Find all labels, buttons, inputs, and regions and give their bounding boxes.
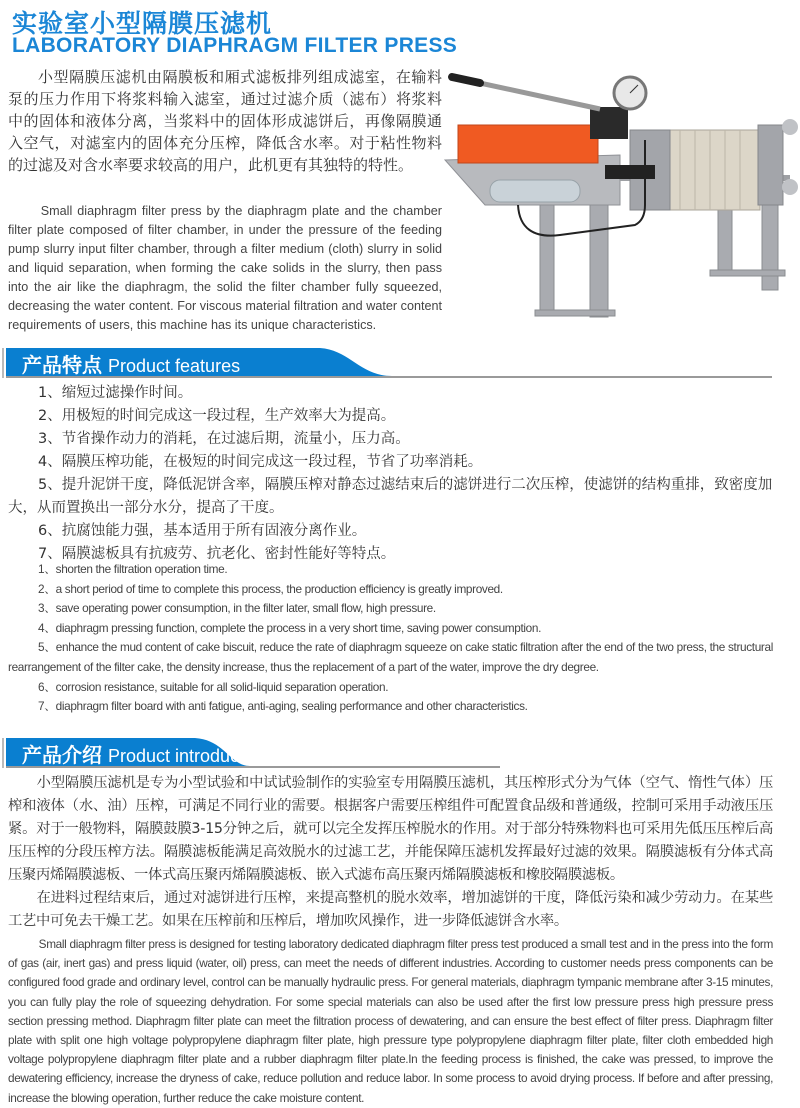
feature-item-en: 4、diaphragm pressing function, complete the process in a very short time, saving power consumption. [38,620,542,635]
feature-item-en: 7、diaphragm filter board with anti fatigue, anti-aging, sealing performance and other characteristics. [38,699,528,714]
section-header-introduction [0,736,800,770]
intro-paragraph-cn: 小型隔膜压滤机由隔膜板和厢式滤板排列组成滤室，在输料泵的压力作用下将浆料输入滤室，通过过滤介质（滤布）将浆料中的固体和液体分离，当浆料中的固体形成滤饼后，再像隔膜通入空气，对滤室内的固体充分压榨，降低含水率。对于粘性物料的过滤及对含水率要求较高的用户，此机更有其独特的特性。 [8,68,442,174]
product-intro-paragraph-cn: 在进料过程结束后，通过对滤饼进行压榨，来提高整机的脱水效率，增加滤饼的干度，降低污染和减少劳动力。在某些工艺中可免去干燥工艺。如果在压榨前和压榨后，增加吹风操作，进一步降低滤饼含水率。 [8,890,773,929]
page-title-cn: 实验室小型隔膜压滤机 [12,9,273,38]
feature-item-cn: 3、节省操作动力的消耗，在过滤后期，流量小，压力高。 [38,431,410,447]
section-header-features [0,346,800,380]
product-intro-cn [8,772,773,933]
feature-item-en: 5、enhance the mud content of cake biscuit, reduce the rate of diaphragm squeeze on cake static filtration after the end of the two press, the structural rearrangement of the filter cake, the density increase, thus the replacement of a part of the water, improve the dry degree. [8,640,773,674]
section-heading-cn: 产品介绍 [22,743,102,767]
page-title-en: LABORATORY DIAPHRAGM FILTER PRESS [12,34,458,57]
feature-item-cn: 7、隔膜滤板具有抗疲劳、抗老化、密封性能好等特点。 [38,546,396,562]
product-intro-paragraph-cn: 小型隔膜压滤机是专为小型试验和中试试验制作的实验室专用隔膜压滤机，其压榨形式分为气体（空气、惰性气体）压榨和液体（水、油）压榨，可满足不同行业的需要。根据客户需要压榨组件可配置食品级和普通级，控制可采用手动液压压紧。对于一般物料，隔膜鼓膜3-15分钟之后，就可以完全发挥压榨脱水的作用。对于部分特殊物料也可采用先低压压榨后高压压榨的分段压榨方法。隔膜滤板能满足高效脱水的过滤工艺，并能保障压滤机发挥最好过滤的效果。隔膜滤板有分体式高压聚丙烯隔膜滤板、一体式高压聚丙烯隔膜滤板、嵌入式滤布高压聚丙烯隔膜滤板和橡胶隔膜滤板。 [8,775,773,883]
section-heading-en: Product features [108,356,241,376]
section-heading-en: Product introduction [108,746,269,766]
features-list-en [8,560,773,717]
feature-item-cn: 4、隔膜压榨功能，在极短的时间完成这一段过程，节省了功率消耗。 [38,454,483,470]
feature-item-cn: 1、缩短过滤操作时间。 [38,385,193,401]
intro-paragraph-en: Small diaphragm filter press by the diaphragm plate and the chamber filter plate composed of filter chamber, in under the pressure of the feeding pump slurry input filter chamber, through a filter medium (cloth) slurry in solid and liquid separation, when forming the cake solids in the slurry, then pass into the air like the diaphragm, the solid the filter chamber fully squeezed, decreasing the water content. For viscous material filtration and water content requirements of users, this machine has its unique characteristics. [8,204,442,332]
feature-item-en: 1、shorten the filtration operation time. [38,562,228,576]
feature-item-cn: 5、提升泥饼干度，降低泥饼含率，隔膜压榨对静态过滤结束后的滤饼进行二次压榨，使滤饼的结构重排，致密度加大，从而置换出一部分水分，提高了干度。 [8,477,773,516]
feature-item-cn: 2、用极短的时间完成这一段过程，生产效率大为提高。 [38,408,396,424]
feature-item-cn: 6、抗腐蚀能力强，基本适用于所有固液分离作业。 [38,523,367,539]
section-heading-cn: 产品特点 [22,353,102,377]
feature-item-en: 3、save operating power consumption, in the filter later, small flow, high pressure. [38,601,436,616]
features-list-cn [8,382,773,566]
feature-item-en: 2、a short period of time to complete this process, the production efficiency is greatly improved. [38,581,503,596]
feature-item-en: 6、corrosion resistance, suitable for all solid-liquid separation operation. [38,679,389,694]
product-intro-en: Small diaphragm filter press is designed for testing laboratory dedicated diaphragm filter press test produced a small test and in the press into the form of gas (air, inert gas) and press liquid (water, oil) press, can meet the needs of different industries. According to customer needs press components can be configured food grade and ordinary level, control can be manually hydraulic press. For general materials, diaphragm tympanic membrane after 3-15 minutes, you can fully play the role of squeezing dehydration. For some special materials can also be used after the first low pressure press high pressure press section pressing method. Diaphragm filter plate can meet the filtration process of dewatering, and can ensure the best effect of filter press. Diaphragm filter plate with split one high voltage polypropylene diaphragm filter plate, high pressure type polypropylene diaphragm filter plate, filter cloth embedded high voltage polypropylene diaphragm filter plate and a rubber diaphragm filter plate.In the feeding process is finished, the cake was pressed, to improve the dewatering efficiency, increase the dryness of cake, reduce pollution and reduce labor. In some process to avoid drying process. If before and after pressing, increase the blowing operation, further reduce the cake moisture content. [8,937,773,1105]
filter-press-image [440,55,800,320]
